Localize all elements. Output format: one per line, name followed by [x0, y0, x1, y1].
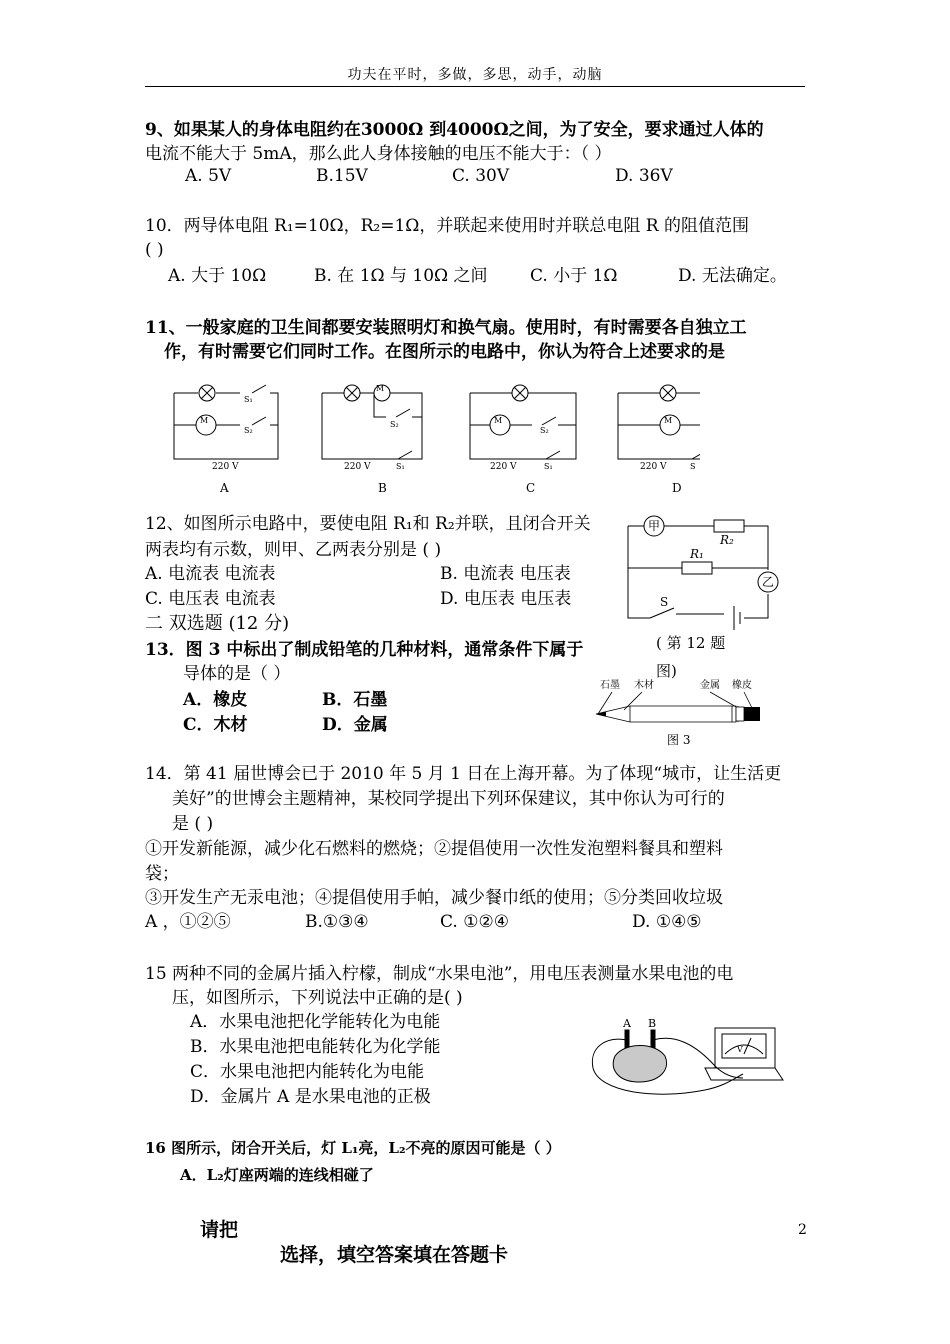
q10-line1: 10．两导体电阻 R₁=10Ω，R₂=1Ω，并联起来使用时并联总电阻 R 的阻值范围	[145, 216, 749, 236]
q13-option-d: D．金属	[322, 715, 388, 735]
q16-line1: 16 图所示，闭合开关后，灯 L₁亮，L₂不亮的原因可能是（ ）	[145, 1139, 561, 1157]
q14-line2: 美好”的世博会主题精神，某校同学提出下列环保建议，其中你认为可行的	[172, 789, 725, 809]
q12-r1-label: R₁	[690, 547, 704, 561]
svg-text:M: M	[494, 416, 503, 425]
q13-material-graphite: 石墨	[600, 680, 620, 691]
q11-line2: 作，有时需要它们同时工作。在图所示的电路中，你认为符合上述要求的是	[164, 342, 725, 362]
q10-option-b: B. 在 1Ω 与 10Ω 之间	[314, 266, 488, 286]
q14-option-a: A ，①②⑤	[145, 912, 231, 932]
q14-line4: ①开发新能源，减少化石燃料的燃烧；②提倡使用一次性发泡塑料餐具和塑料	[145, 839, 723, 859]
q13-material-wood: 木材	[634, 680, 654, 691]
q14-line5: 袋；	[145, 864, 179, 884]
page-header: 功夫在平时，多做，多思，动手，动脑	[347, 67, 603, 83]
svg-text:S₂: S₂	[390, 420, 399, 429]
q10-line2: ( )	[145, 240, 164, 260]
q12-meter-jia: 甲	[648, 519, 661, 533]
q11-label-a: A	[220, 481, 229, 495]
q12-switch-label: S	[660, 595, 669, 609]
q11-voltage-c: 220 V	[490, 462, 517, 472]
q13-line1: 13．图 3 中标出了制成铅笔的几种材料，通常条件下属于	[145, 640, 584, 660]
q10-option-d: D. 无法确定。	[678, 266, 787, 286]
q11-line1: 11、一般家庭的卫生间都要安装照明灯和换气扇。使用时，有时需要各自独立工	[145, 318, 747, 338]
q11-voltage-b: 220 V	[344, 462, 371, 472]
q11-circuit-diagrams	[160, 375, 700, 500]
q9-line1: 9、如果某人的身体电阻约在3000Ω 到4000Ω之间，为了安全，要求通过人体的	[145, 120, 764, 140]
q12-line2: 两表均有示数，则甲、乙两表分别是 ( )	[145, 540, 442, 560]
svg-text:M: M	[200, 416, 209, 425]
q9-line2: 电流不能大于 5mA，那么此人身体接触的电压不能大于：（ ）	[145, 144, 612, 164]
q15-line1: 15 两种不同的金属片插入柠檬，制成“水果电池”，用电压表测量水果电池的电	[145, 964, 734, 984]
q14-option-d: D. ①④⑤	[632, 912, 702, 932]
q11-label-d: D	[672, 481, 682, 495]
q13-line2: 导体的是（ ）	[183, 664, 291, 684]
q10-option-c: C. 小于 1Ω	[530, 266, 618, 286]
svg-text:V: V	[737, 1045, 743, 1054]
q13-option-c: C．木材	[183, 715, 248, 735]
q10-option-a: A. 大于 10Ω	[168, 266, 267, 286]
q9-option-d: D. 36V	[615, 166, 673, 186]
q12-meter-yi: 乙	[762, 575, 775, 589]
svg-text:S₁: S₁	[544, 462, 553, 471]
q13-figure-caption: 图 3	[667, 733, 691, 747]
section-2-heading: 二 双选题 (12 分)	[145, 613, 290, 634]
svg-text:M: M	[664, 416, 673, 425]
q12-line1: 12、如图所示电路中，要使电阻 R₁和 R₂并联，且闭合开关	[145, 514, 591, 534]
footer-text-2: 选择，填空答案填在答题卡	[280, 1244, 509, 1266]
q12-caption-1: ( 第 12 题	[656, 634, 726, 652]
q13-pencil-figure	[592, 674, 772, 754]
svg-text:S₂: S₂	[540, 426, 549, 435]
svg-text:M: M	[376, 384, 385, 393]
svg-text:S₁: S₁	[244, 395, 253, 404]
q15-option-d: D．金属片 A 是水果电池的正极	[190, 1087, 431, 1107]
q15-label-b: B	[648, 1018, 657, 1030]
q12-option-b: B. 电流表 电压表	[440, 564, 571, 584]
q14-option-c: C. ①②④	[440, 912, 509, 932]
q11-voltage-d: 220 V	[640, 462, 667, 472]
q12-option-c: C. 电压表 电流表	[145, 589, 276, 609]
q12-circuit-diagram	[610, 510, 790, 630]
q13-material-eraser: 橡皮	[732, 680, 752, 691]
q15-option-c: C．水果电池把内能转化为电能	[190, 1062, 425, 1082]
q14-option-b: B.①③④	[305, 912, 369, 932]
q14-line3: 是 ( )	[172, 814, 214, 834]
q14-line1: 14．第 41 届世博会已于 2010 年 5 月 1 日在上海开幕。为了体现“城市，让生活更	[145, 764, 782, 784]
q15-line2: 压，如图所示，下列说法中正确的是( )	[172, 988, 463, 1008]
q11-label-c: C	[526, 481, 536, 495]
svg-text:S: S	[690, 462, 696, 471]
q9-option-c: C. 30V	[452, 166, 510, 186]
q12-r2-label: R₂	[720, 533, 734, 547]
q16-option-a: A．L₂灯座两端的连线相碰了	[180, 1166, 374, 1184]
q9-option-b: B.15V	[316, 166, 368, 186]
q11-voltage-a: 220 V	[212, 462, 239, 472]
footer-text-1: 请把	[200, 1219, 239, 1241]
q12-caption-2: 图)	[656, 662, 677, 680]
q15-fruit-battery-figure	[585, 1018, 795, 1100]
q13-option-b: B．石墨	[322, 690, 388, 710]
svg-text:S₂: S₂	[244, 426, 253, 435]
q12-option-a: A. 电流表 电流表	[145, 564, 276, 584]
q13-material-metal: 金属	[700, 680, 720, 691]
q12-option-d: D. 电压表 电压表	[440, 589, 572, 609]
q15-label-a: A	[623, 1018, 631, 1030]
header-rule	[145, 86, 805, 87]
page-number: 2	[798, 1222, 807, 1238]
svg-text:S₁: S₁	[396, 462, 405, 471]
q15-option-a: A．水果电池把化学能转化为电能	[190, 1012, 441, 1032]
q9-option-a: A. 5V	[185, 166, 232, 186]
q11-label-b: B	[378, 481, 387, 495]
q14-line6: ③开发生产无汞电池；④提倡使用手帕，减少餐巾纸的使用；⑤分类回收垃圾	[145, 888, 723, 908]
q13-option-a: A．橡皮	[183, 690, 248, 710]
q15-option-b: B．水果电池把电能转化为化学能	[190, 1037, 441, 1057]
